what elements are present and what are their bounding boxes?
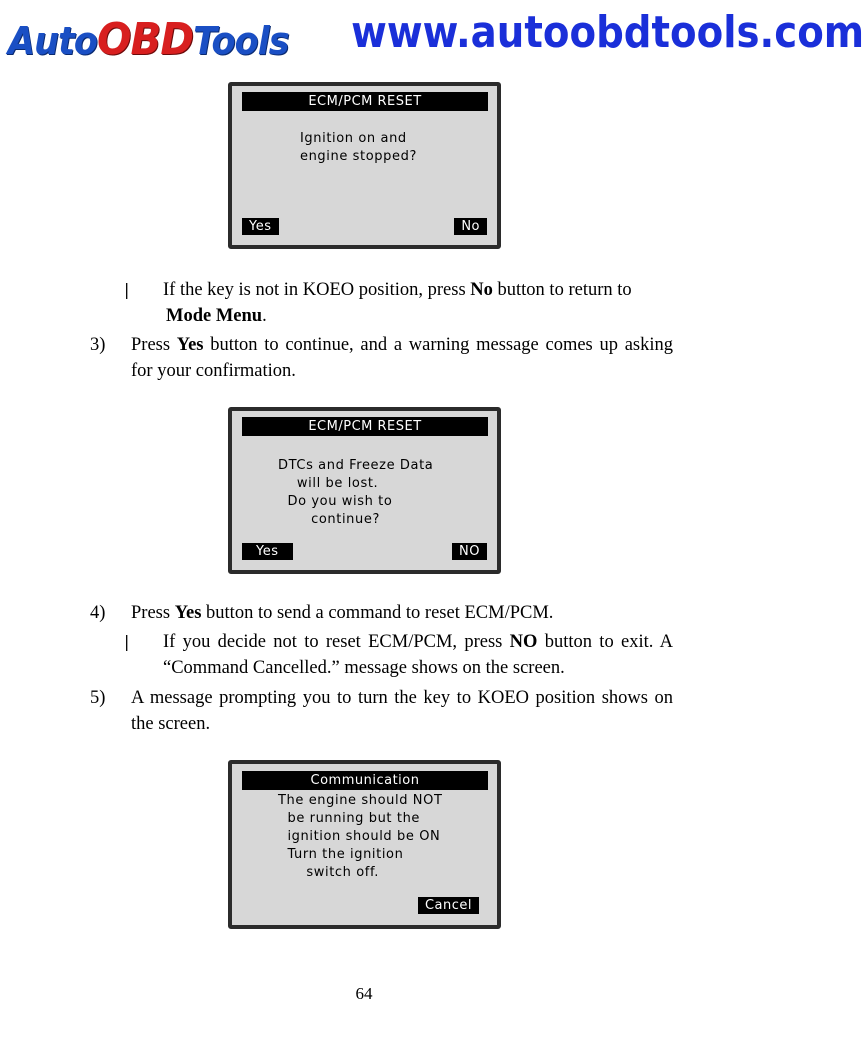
yes-button[interactable]: Yes [242, 218, 279, 235]
note-cancel-reset: If you decide not to reset ECM/PCM, press NO button to exit. A “Command Cancelled.” message shows on the screen. [163, 632, 674, 678]
screen-title: Communication [242, 771, 488, 790]
screen-message: DTCs and Freeze Data will be lost. Do you wish to continue? [278, 458, 434, 527]
step-4-text: Press Yes button to send a command to reset ECM/PCM. [131, 603, 554, 623]
website-url: www.autoobdtools.com [351, 7, 864, 58]
screen-title: ECM/PCM RESET [242, 417, 488, 436]
step-number: 5) [90, 688, 106, 708]
lcd-screen-reset-ignition [228, 82, 501, 249]
note-key-not-koeo: If the key is not in KOEO position, press No button to return to Mode Menu. [163, 280, 632, 326]
bullet-marker: | [124, 280, 130, 299]
no-button[interactable]: NO [452, 543, 487, 560]
page-number: 64 [355, 984, 373, 1003]
screen-message: The engine should NOT be running but the ignition should be ON Turn the ignition switch off. [278, 793, 443, 880]
step-3-text: Press Yes button to continue, and a warning message comes up asking for your confirmation. [131, 335, 673, 381]
step-number: 3) [90, 335, 106, 355]
brand-logo: AutoOBDTools [8, 14, 289, 65]
step-5-text: A message prompting you to turn the key to KOEO position shows on the screen. [131, 688, 673, 734]
lcd-screen-reset-warning [228, 407, 501, 574]
cancel-button[interactable]: Cancel [418, 897, 479, 914]
screen-message: Ignition on and engine stopped? [300, 131, 417, 164]
bullet-marker: | [124, 632, 130, 651]
step-number: 4) [90, 603, 106, 623]
no-button[interactable]: No [454, 218, 487, 235]
screen-title: ECM/PCM RESET [242, 92, 488, 111]
lcd-screen-communication [228, 760, 501, 929]
yes-button[interactable]: Yes [242, 543, 293, 560]
